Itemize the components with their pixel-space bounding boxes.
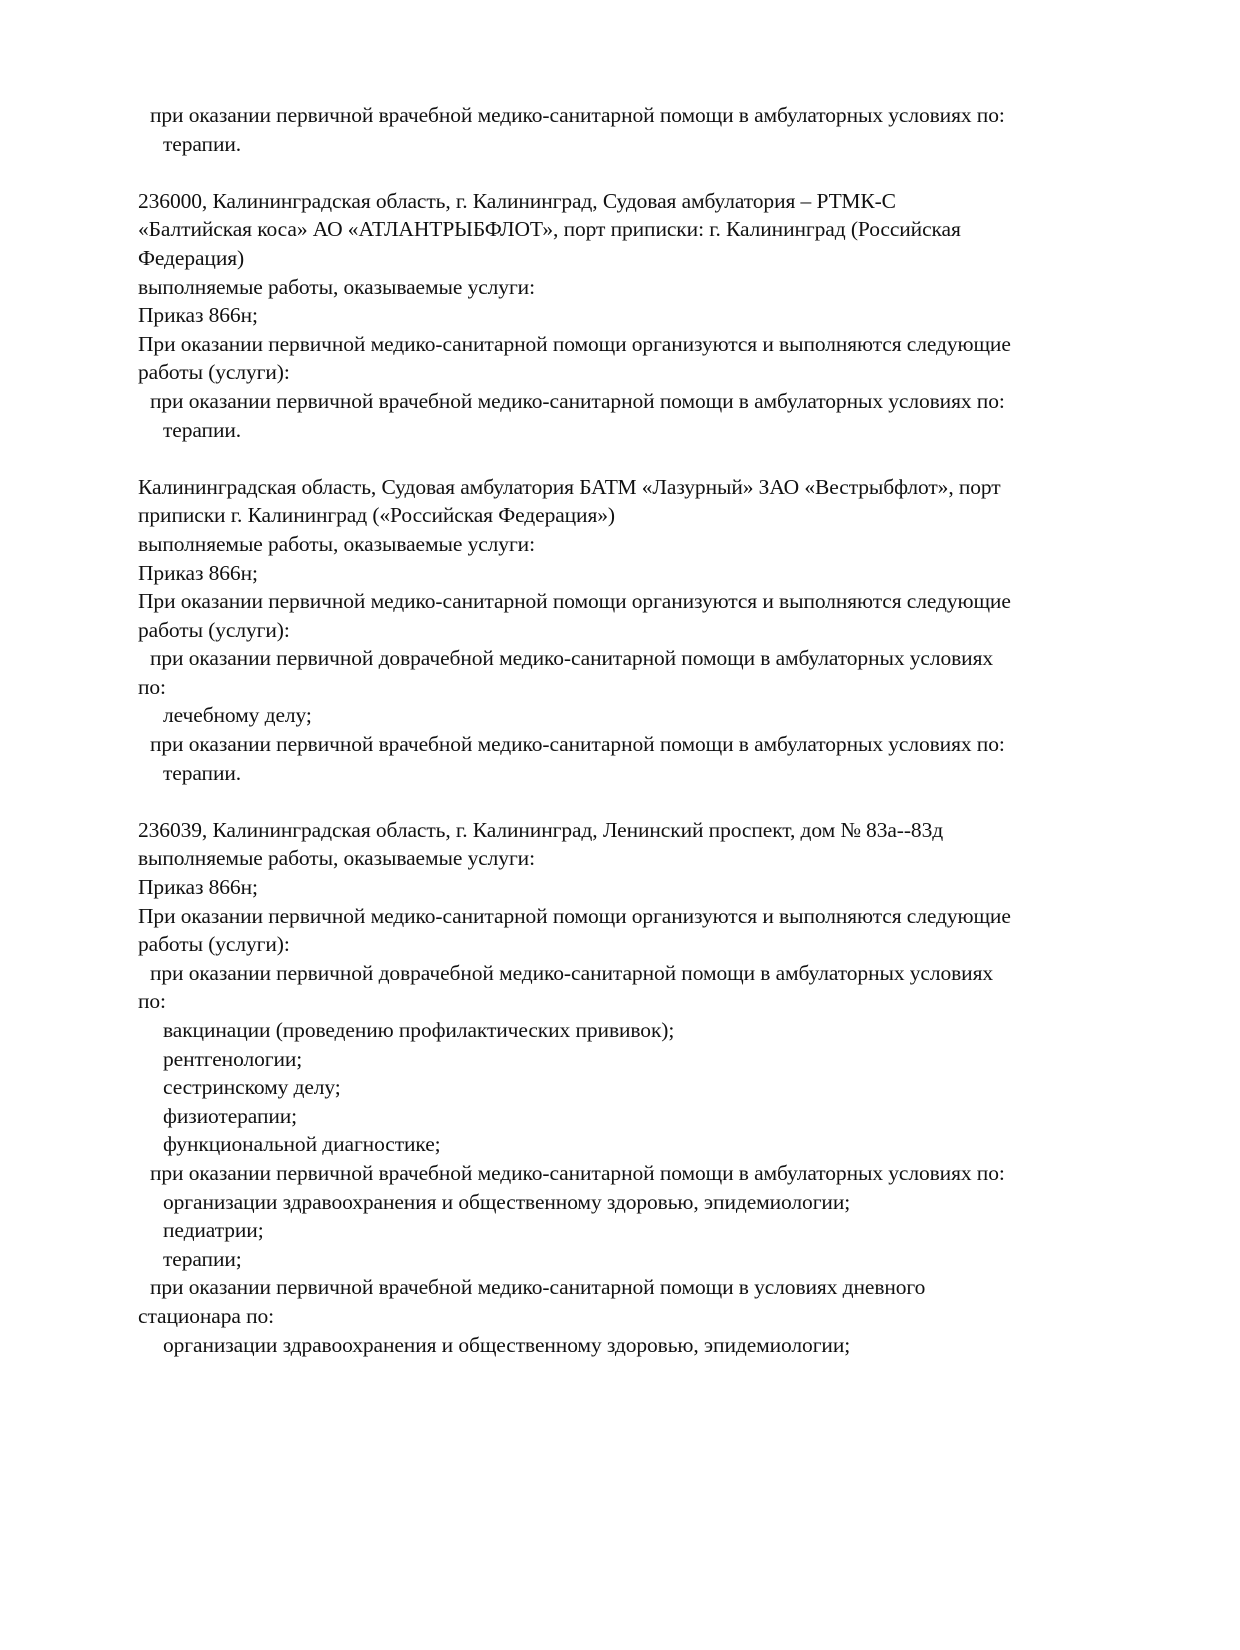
top-block	[138, 101, 1118, 158]
works-label: выполняемые работы, оказываемые услуги:	[138, 531, 535, 556]
address-line: приписки г. Калининград («Российская Федерация»)	[138, 503, 615, 528]
address-section	[138, 187, 1118, 444]
service-group-heading: при оказании первичной врачебной медико-санитарной помощи в амбулаторных условиях по:	[150, 103, 1005, 127]
order-reference: Приказ 866н;	[138, 560, 258, 585]
address-line: Калининградская область, Судовая амбулатория БАТМ «Лазурный» ЗАО «Вестрыбфлот», порт	[138, 474, 1001, 499]
service-item: вакцинации (проведению профилактических прививок);	[163, 1018, 675, 1042]
spacer	[138, 787, 1118, 816]
intro-line: работы (услуги):	[138, 932, 290, 957]
works-label: выполняемые работы, оказываемые услуги:	[138, 846, 535, 871]
service-group-heading: при оказании первичной врачебной медико-санитарной помощи в амбулаторных условиях по:	[150, 732, 1005, 757]
service-group-heading: стационара по:	[138, 1303, 275, 1328]
service-group-heading: при оказании первичной доврачебной медико-санитарной помощи в амбулаторных условиях	[150, 646, 994, 671]
service-group-heading: при оказании первичной врачебной медико-санитарной помощи в амбулаторных условиях по:	[150, 388, 1005, 413]
service-group-heading: по:	[138, 989, 166, 1014]
service-item: терапии.	[163, 760, 242, 785]
address-section	[138, 816, 1118, 1359]
service-group-heading: при оказании первичной врачебной медико-санитарной помощи в амбулаторных условиях по:	[150, 1160, 1005, 1185]
service-group-heading: по:	[138, 674, 166, 699]
address-line: «Балтийская коса» АО «АТЛАНТРЫБФЛОТ», порт приписки: г. Калининград (Российская	[138, 217, 961, 242]
service-item: функциональной диагностике;	[163, 1132, 441, 1157]
document-page	[138, 101, 1118, 1359]
service-item: сестринскому делу;	[163, 1075, 341, 1100]
service-group-heading: при оказании первичной доврачебной медико-санитарной помощи в амбулаторных условиях	[150, 960, 994, 985]
works-label: выполняемые работы, оказываемые услуги:	[138, 274, 535, 299]
service-item: терапии.	[163, 131, 242, 156]
spacer	[138, 444, 1118, 473]
address-line: 236000, Калининградская область, г. Калининград, Судовая амбулатория – РТМК-С	[138, 188, 896, 213]
intro-line: При оказании первичной медико-санитарной помощи организуются и выполняются следующие	[138, 589, 1011, 614]
service-item: педиатрии;	[163, 1218, 264, 1243]
service-item: терапии.	[163, 417, 242, 442]
order-reference: Приказ 866н;	[138, 875, 258, 900]
service-item: терапии;	[163, 1246, 242, 1271]
spacer	[138, 158, 1118, 187]
address-line: 236039, Калининградская область, г. Калининград, Ленинский проспект, дом № 83а--83д	[138, 817, 944, 842]
service-item: лечебному делу;	[163, 703, 312, 728]
intro-line: работы (услуги):	[138, 617, 290, 642]
service-item: организации здравоохранения и общественному здоровью, эпидемиологии;	[163, 1332, 851, 1357]
intro-line: При оказании первичной медико-санитарной помощи организуются и выполняются следующие	[138, 903, 1011, 928]
service-item: физиотерапии;	[163, 1103, 298, 1128]
service-group-heading: при оказании первичной врачебной медико-санитарной помощи в условиях дневного	[150, 1275, 926, 1300]
address-line: Федерация)	[138, 245, 245, 270]
address-section	[138, 473, 1118, 788]
service-item: рентгенологии;	[163, 1046, 303, 1071]
order-reference: Приказ 866н;	[138, 303, 258, 328]
service-item: организации здравоохранения и общественному здоровью, эпидемиологии;	[163, 1189, 851, 1214]
intro-line: работы (услуги):	[138, 360, 290, 385]
intro-line: При оказании первичной медико-санитарной помощи организуются и выполняются следующие	[138, 331, 1011, 356]
